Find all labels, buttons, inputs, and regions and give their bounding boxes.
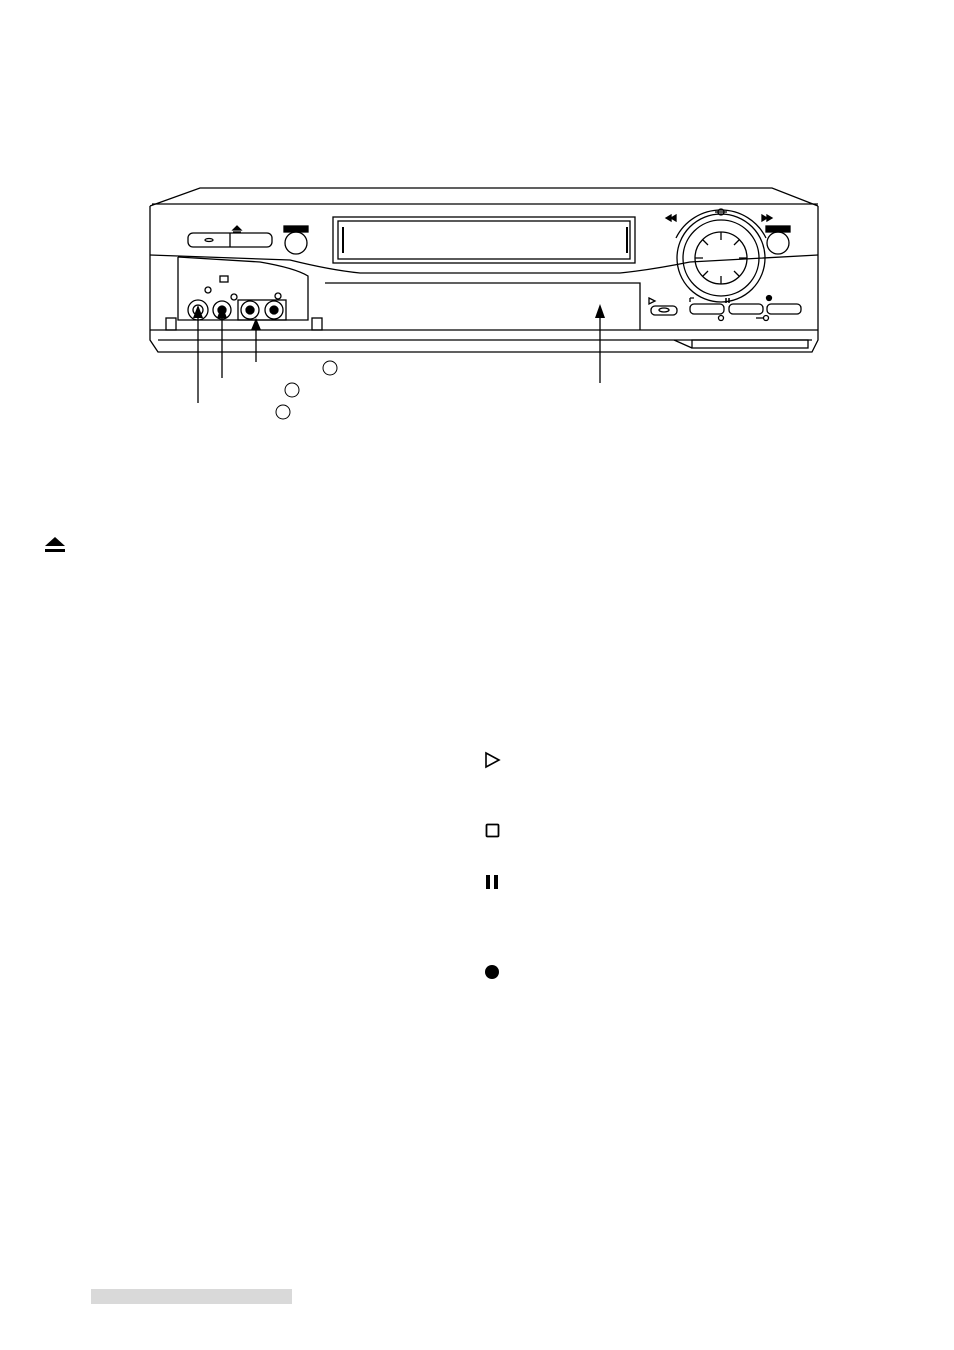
- pause-icon: [485, 874, 501, 890]
- stop-icon: [485, 823, 501, 839]
- vcr-left-round-button: [285, 232, 307, 254]
- play-icon: [484, 751, 502, 769]
- vcr-bottom-slot: [692, 340, 808, 348]
- vcr-cassette-door: [333, 217, 635, 263]
- reference-circle: [323, 361, 337, 375]
- vcr-pause-button: [729, 304, 763, 314]
- footer-bar: [91, 1289, 292, 1304]
- reference-circle: [285, 383, 299, 397]
- vcr-right-round-button: [767, 232, 789, 254]
- vcr-front-panel-illustration: [0, 0, 954, 440]
- record-icon: [484, 963, 502, 981]
- vcr-record-button: [767, 304, 801, 314]
- reference-circle: [276, 405, 290, 419]
- vcr-stop-button: [690, 304, 724, 314]
- eject-icon: [44, 535, 66, 555]
- vcr-top-edge: [150, 188, 818, 206]
